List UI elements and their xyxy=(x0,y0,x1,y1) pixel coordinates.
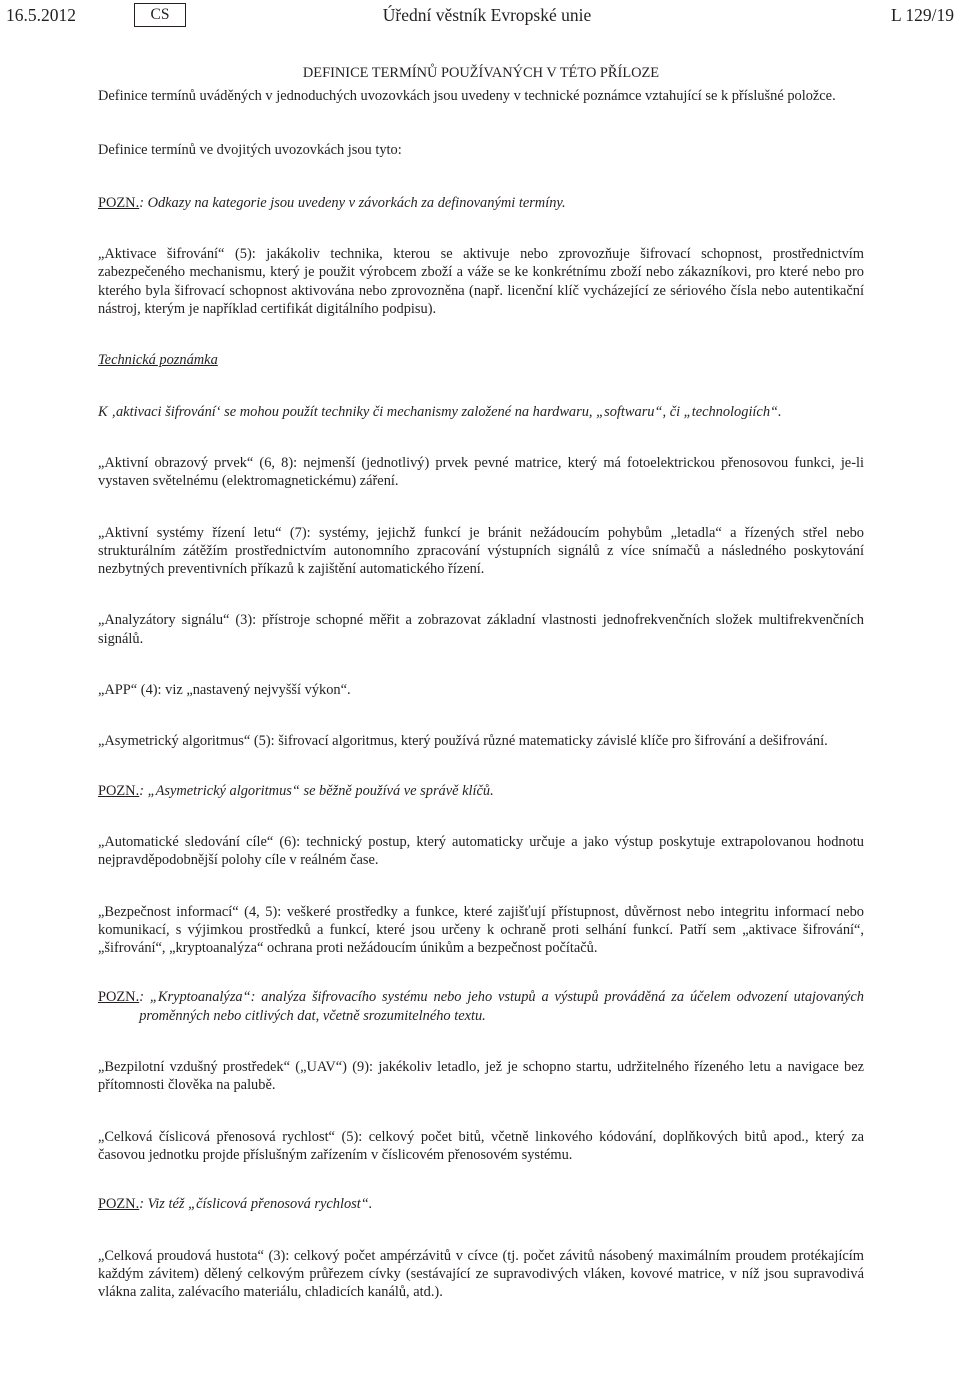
note-asymetricky-algoritmus xyxy=(98,782,864,800)
definition-analyzatory-signalu: „Analyzátory signálu“ (3): přístroje schopné měřit a zobrazovat základní vlastnosti jednofrekvenčních složek multifrekvenčních signálů. xyxy=(98,612,864,647)
note-text: : „Asymetrický algoritmus“ se běžně používá ve správě klíčů. xyxy=(139,782,494,799)
technical-note-text: K ‚aktivaci šifrování‘ se mohou použít techniky či mechanismy založené na hardwaru, „softwaru“, či „technologiích“. xyxy=(98,403,782,420)
publication-date: 16.5.2012 xyxy=(6,5,76,25)
definition-automaticke-sledovani-cile: „Automatické sledování cíle“ (6): technický postup, který automaticky určuje a jako výstup poskytuje extrapolovanou hodnotu nejpravděpodobnější polohy cíle v reálném čase. xyxy=(98,833,864,869)
definition-aktivni-obrazovy-prvek: „Aktivní obrazový prvek“ (6, 8): nejmenší (jednotlivý) prvek pevné matrice, který má fotoelektrickou přenosovou funkci, je-li vystaven světelnému (elektromagnetickému) záření. xyxy=(98,454,864,490)
definition-celkova-ciselna-prenosova-rychlost: „Celková číslicová přenosová rychlost“ (5): celkový počet bitů, včetně linkového kódování, doplňkových bitů apod., který za časovou jednotku projde příslušným zařízením v číslicovém přenosovém systému. xyxy=(98,1128,864,1163)
note-text: : „Kryptoanalýza“: analýza šifrovacího systému nebo jeho vstupů a výstupů prováděná za účelem odvození utajovaných proměnných nebo citlivých dat, včetně srozumitelného textu. xyxy=(139,989,864,1024)
technical-note-heading: Technická poznámka xyxy=(98,352,218,369)
note-text: : Viz též „číslicová přenosová rychlost“. xyxy=(139,1196,373,1213)
intro-double-quotes: Definice termínů ve dvojitých uvozovkách jsou tyto: xyxy=(98,141,402,158)
definition-aktivni-systemy-rizeni-letu: „Aktivní systémy řízení letu“ (7): systémy, jejichž funkcí je bránit nežádoucím pohybům „letadla“ a řízených střel nebo strukturálním zátěžím prostřednictvím autonomního zpracování výstupních signálů z více snímačů a následného poskytování nezbytných preventivních příkazů k zajištění automatického řízení. xyxy=(98,524,864,578)
page-header xyxy=(0,0,960,36)
note-label: POZN. xyxy=(98,1196,140,1213)
note-label: POZN. xyxy=(98,989,140,1006)
intro-note xyxy=(98,194,864,212)
definition-bezpecnost-informaci: „Bezpečnost informací“ (4, 5): veškeré prostředky a funkce, které zajišťují přístupnost, důvěrnost nebo integritu informací nebo komunikací, s výjimkou prostředků a funkcí, které jsou určeny k ochraně proti selhání funkcí. Patří sem „aktivace šifrování“, „šifrování“, „kryptoanalýza“ ochrana proti nežádoucím únikům a bezpečnost počítačů. xyxy=(98,903,864,957)
note-label: POZN. xyxy=(98,194,140,211)
definition-asymetricky-algoritmus: „Asymetrický algoritmus“ (5): šifrovací algoritmus, který používá různé matematicky závislé klíče pro šifrování a dešifrování. xyxy=(98,733,828,750)
language-code-box: CS xyxy=(134,3,186,27)
intro-single-quotes: Definice termínů uváděných v jednoduchých uvozovkách jsou uvedeny v technické poznámce vztahující se k příslušné položce. xyxy=(98,88,836,105)
definition-aktivace-sifrovani: „Aktivace šifrování“ (5): jakákoliv technika, kterou se aktivuje nebo zprovozňuje šifrovací schopnost, prostřednictvím zabezpečeného mechanismu, který je použit výrobcem zboží a váže se ke konkrétnímu zboží nebo zákazníkovi, pro které nebo pro kterého byla šifrovací schopnost aktivována nebo zprovozněna (např. licenční klíč vycházející ze sériového čísla nebo autentikační nástroj, kterým je například certifikát digitálního podpisu). xyxy=(98,246,864,318)
note-label-wrap xyxy=(98,988,139,1025)
journal-title: Úřední věstník Evropské unie xyxy=(382,5,592,25)
definition-celkova-proudova-hustota: „Celková proudová hustota“ (3): celkový počet ampérzávitů v cívce (tj. počet závitů násobený maximálním proudem protékajícím každým závitem) dělený celkovým průřezem cívky (sestávající ze supravodivých vláken, kovové matrice, v níž jsou supravodivá vlákna zalita, zalévacího materiálu, chladicích kanálů, atd.). xyxy=(98,1247,864,1301)
note-ciselna-prenosova-rychlost xyxy=(98,1195,864,1213)
page-reference: L 129/19 xyxy=(890,5,954,25)
definition-bezpilotni-vzdusny-prostredek: „Bezpilotní vzdušný prostředek“ („UAV“) (9): jakékoliv letadlo, jež je schopno startu, udržitelného řízeného letu a navigace bez přítomnosti člověka na palubě. xyxy=(98,1059,864,1094)
section-title: DEFINICE TERMÍNŮ POUŽÍVANÝCH V TÉTO PŘÍLOZE xyxy=(302,65,660,81)
note-kryptoanalyza xyxy=(98,988,864,1025)
note-label: POZN. xyxy=(98,782,140,799)
definition-app: „APP“ (4): viz „nastavený nejvyšší výkon“. xyxy=(98,682,351,699)
document-body xyxy=(98,64,864,1301)
note-text: : Odkazy na kategorie jsou uvedeny v závorkách za definovanými termíny. xyxy=(139,194,566,211)
